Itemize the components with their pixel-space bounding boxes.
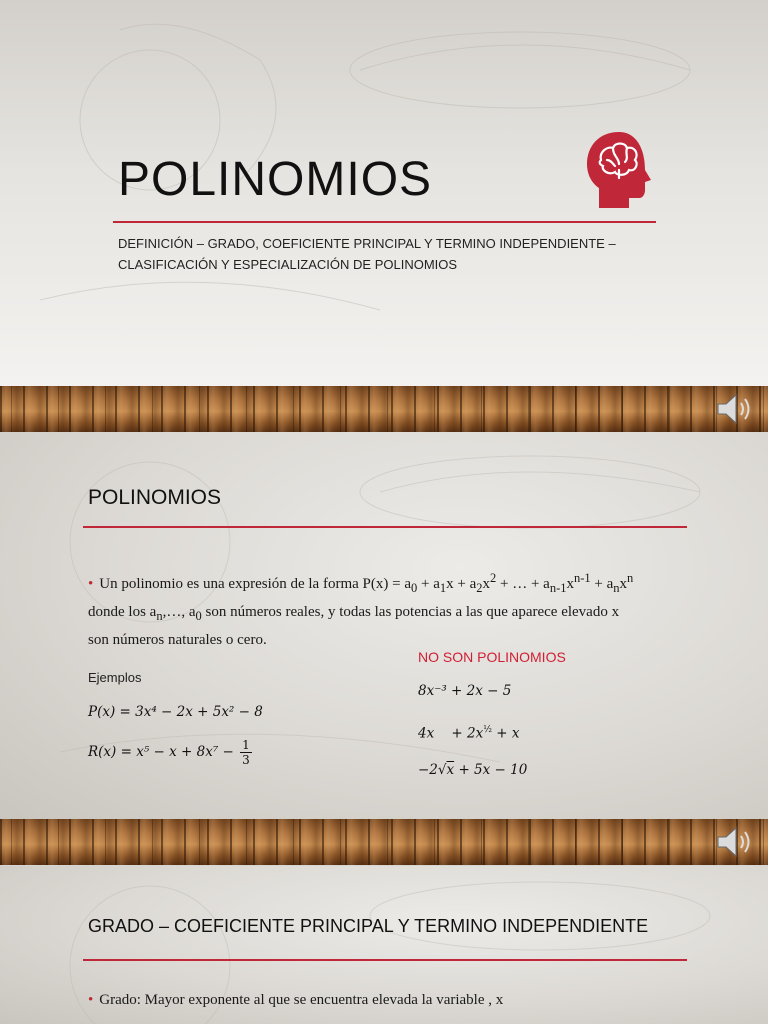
speaker-icon[interactable] bbox=[714, 824, 754, 860]
bullet: • bbox=[88, 992, 94, 1008]
subtitle bbox=[118, 233, 658, 275]
brain-head-icon bbox=[585, 130, 653, 210]
wood-divider bbox=[0, 386, 768, 432]
wood-divider bbox=[0, 819, 768, 865]
non-polynomial-1: 8x⁻³ + 2x − 5 bbox=[418, 683, 512, 699]
speaker-icon[interactable] bbox=[714, 391, 754, 427]
section-heading: POLINOMIOS bbox=[88, 486, 222, 509]
fraction: $\frac{1}{3}$ bbox=[242, 738, 250, 767]
example-polynomial-p: P(x) = 3x⁴ − 2x + 5x² − 8 bbox=[88, 704, 263, 720]
subtitle-line-2: CLASIFICACIÓN Y ESPECIALIZACIÓN DE POLINOMIOS bbox=[118, 257, 458, 272]
examples-label: Ejemplos bbox=[88, 670, 142, 685]
degree-slide bbox=[0, 866, 768, 1024]
grado-text: • Grado: Mayor exponente al que se encuentra elevada la variable , x bbox=[88, 992, 504, 1008]
subtitle-line-1: DEFINICIÓN – GRADO, COEFICIENTE PRINCIPAL Y TERMINO INDEPENDIENTE – bbox=[118, 236, 616, 251]
not-polynomials-label: NO SON POLINOMIOS bbox=[418, 649, 566, 665]
definition-text: • Un polinomio es una expresión de la forma $P(x) = a_0 + a_1x + a_2x^2$ + … + $a_{n-1}x^{n-1} + a_nx^n$ donde los $a_n,\dots$, $a_0$ son números reales, y todas las potencias a las que aparece elevado x son números naturales o cero. bbox=[88, 571, 634, 648]
section-heading: GRADO – COEFICIENTE PRINCIPAL Y TERMINO INDEPENDIENTE bbox=[88, 916, 649, 936]
title-divider bbox=[113, 221, 656, 223]
bullet: • bbox=[88, 576, 94, 592]
title-slide bbox=[0, 0, 768, 386]
section-divider bbox=[83, 526, 687, 528]
non-polynomial-3: −2√x + 5x − 10 bbox=[418, 762, 528, 778]
example-polynomial-r: R(x) = x⁵ − x + 8x⁷ − $\frac{1}{3}$ bbox=[88, 738, 250, 767]
non-polynomial-2: 4x + $2x^{\frac{1}{2}} + x$ bbox=[418, 725, 520, 742]
section-divider bbox=[83, 959, 687, 961]
definition-slide bbox=[0, 432, 768, 819]
page-title: POLINOMIOS bbox=[118, 153, 433, 206]
